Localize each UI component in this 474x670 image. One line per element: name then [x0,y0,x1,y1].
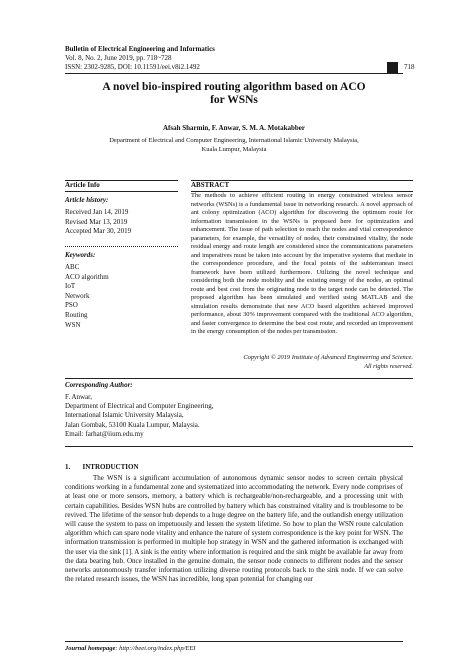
keyword-item: WSN [65,320,81,329]
keyword-item: Network [65,291,90,300]
copyright-line-2: All rights reserved. [364,362,413,370]
corresponding-name: F. Anwar, [65,393,92,401]
affiliation-line-2: Kuala Lumpur, Malaysia [201,146,267,153]
authors: Afsah Sharmin, F. Anwar, S. M. A. Motakabber [162,124,306,132]
introduction-heading: 1. INTRODUCTION [65,463,139,471]
corresponding-top-rule [65,378,413,379]
corresponding-email: Email: farhat@iium.edu.my [65,429,144,438]
history-revised: Revised Mar 13, 2019 [65,217,128,226]
corresponding-address: Jalan Gombak, 53100 Kuala Lumpur, Malaysia. [65,420,200,429]
history-accepted: Accepted Mar 30, 2019 [65,227,132,236]
article-history-list [65,208,131,237]
keywords-separator [65,246,178,247]
abstract-heading: ABSTRACT [191,181,230,189]
page-number: 718 [404,63,415,71]
article-history-heading: Article history: [65,196,109,204]
affiliation-line-1: Department of Electrical and Computer Engineering, International Islamic University Malaysia, [109,137,359,144]
article-info-heading: Article Info [65,181,100,189]
footer-rule [65,641,403,642]
article-info-bottom-rule [65,191,178,192]
keywords-heading: Keywords: [65,251,96,259]
paper-title [65,81,403,107]
header-rule [65,73,403,74]
abstract-text: The methods to achieve efficient routing in energy constrained wireless sensor networks (WSNs) is a fundamental issue in networking research. A novel approach of ant colony optimization (ACO) algorithm for discovering the optimum route for information transmission in the WSNs is proposed here for optimization and enhancement. The issue of path selection to reach the nodes and vital correspondence parameters, for example, the versatility of nodes, their constrained vitality, the node residual energy and route length are considered since the communications parameters and imperatives must be taken into account by the imperative systems that mediate in the correspondence procedure, and the focal points of the subterranean insect framework have been utilized furthermore. Utilizing the novel technique and considering both the node mobility and the existing energy of the nodes, an optimal route and best cost from the originating node to the target node can be detected. The proposed algorithm has been simulated and verified using MATLAB and the simulation results demonstrate that new ACO based algorithm achieved improved performance, about 30% improvement compared with the traditional ACO algorithm, and faster convergence to determine the best cost route, and recorded an improvement in the energy consumption of the nodes per transmission. [191,192,413,335]
journal-homepage-link[interactable]: : http://beei.org/index.php/EEI [115,645,196,652]
corresponding-department: Department of Electrical and Computer Engineering, [65,402,214,411]
keyword-item: IoT [65,282,76,291]
introduction-text: The WSN is a significant accumulation of autonomous dynamic sensor nodes to screen certain physical conditions working in a fundamental zone and systematized into accommodating the network. Every node comprises of at least one or more sensors, memory, a battery which is rechargeable/non-rechargeable, and a processing unit with certain capabilities. Besides WSN hubs are controlled by battery which has constrained vitality and is troublesome to be revived. The lifetime of the sensor hub depends to a huge degree on the battery life, and the outlandish energy utilization will cause the system to pass on impetuously and lessen the system lifetime. So how to plan the WSN route calculation algorithm which can spare node vitality and enhance the nature of system correspondence is the key point for WSN. The information transmission is performed in multiple hop strategy in WSN and the gathered information is exchanged with the user via the sink [1]. A sink is the entity where information is required and the sink might be available far away from the data bearing hub. Once installed in the genuine domain, the sensor node connects to different nodes and the sensor networks autonomously transfer information utilizing diverse routing protocols back to the sink node. If we can solve the related research issues, the WSN has incredible, long span potential for changing our [65,474,403,584]
page-marker-block [387,62,398,73]
affiliation [65,136,403,154]
title-line-1: A novel bio-inspired routing algorithm based on ACO [102,81,366,93]
copyright [191,354,413,371]
volume-pages: Vol. 8, No. 2, June 2019, pp. 718~728 [65,54,172,62]
keyword-item: ACO algorithm [65,272,109,281]
title-line-2: for WSNs [210,94,258,106]
keywords-list [65,263,109,330]
keyword-item: Routing [65,310,88,319]
corresponding-details [65,393,214,439]
journal-name: Bulletin of Electrical Engineering and Informatics [65,45,215,53]
keyword-item: PSO [65,301,78,310]
corresponding-heading: Corresponding Author: [65,381,133,389]
corresponding-university: International Islamic University Malaysia, [65,411,184,420]
keyword-item: ABC [65,263,80,271]
footer [65,644,195,653]
journal-homepage-label: Journal homepage [65,645,116,652]
history-received: Received Jan 14, 2019 [65,208,129,216]
copyright-line-1: Copyright © 2019 Institute of Advanced Engineering and Science. [243,354,413,361]
corresponding-bottom-rule [65,446,413,447]
issn-doi: ISSN: 2302-9285, DOI: 10.11591/eei.v8i2.1492 [65,63,200,71]
